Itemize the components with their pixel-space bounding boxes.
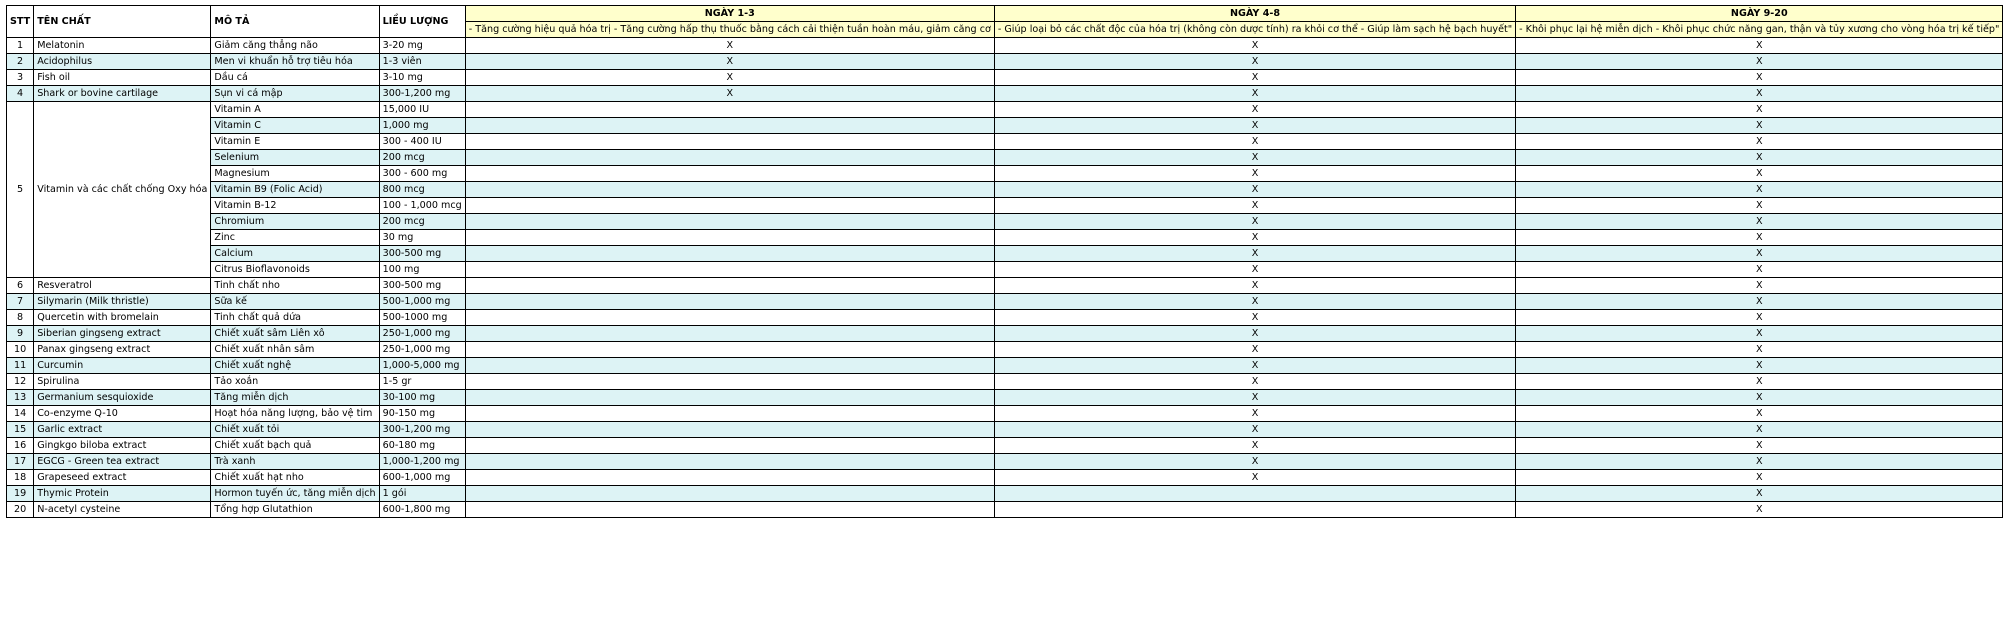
row-stt[interactable]: 9 [7,326,34,342]
row-description[interactable]: Hormon tuyến ức, tăng miễn dịch [211,486,379,502]
row-description[interactable]: Giảm căng thẳng não [211,38,379,54]
table-row[interactable] [7,70,2003,86]
row-description[interactable]: Vitamin E [211,134,379,150]
table-row[interactable] [7,278,2003,294]
row-day-1-3-mark[interactable] [465,118,994,134]
row-dose[interactable]: 250-1,000 mg [379,342,465,358]
row-stt[interactable]: 1 [7,38,34,54]
row-name[interactable]: Melatonin [34,38,211,54]
row-description[interactable]: Sụn vi cá mập [211,86,379,102]
row-dose[interactable]: 500-1,000 mg [379,294,465,310]
row-day-9-20-mark[interactable]: X [1516,294,2003,310]
row-stt[interactable]: 12 [7,374,34,390]
header-dose[interactable]: LIỀU LƯỢNG [379,6,465,38]
row-day-4-8-mark[interactable] [994,502,1515,518]
row-dose[interactable]: 30-100 mg [379,390,465,406]
row-day-4-8-mark[interactable]: X [994,374,1515,390]
table-row[interactable] [7,214,2003,230]
row-dose[interactable]: 300 - 400 IU [379,134,465,150]
row-day-9-20-mark[interactable]: X [1516,326,2003,342]
row-day-1-3-mark[interactable] [465,470,994,486]
row-description[interactable]: Calcium [211,246,379,262]
row-description[interactable]: Zinc [211,230,379,246]
table-row[interactable] [7,422,2003,438]
row-day-4-8-mark[interactable]: X [994,262,1515,278]
table-row[interactable] [7,262,2003,278]
row-description[interactable]: Tảo xoắn [211,374,379,390]
table-row[interactable] [7,374,2003,390]
row-dose[interactable]: 500-1000 mg [379,310,465,326]
row-day-4-8-mark[interactable]: X [994,406,1515,422]
table-row[interactable] [7,310,2003,326]
day-1-3-description: - Tăng cường hiệu quả hóa trị - Tăng cường hấp thụ thuốc bằng cách cải thiện tuần hoàn máu, giảm căng cơ [465,22,994,38]
row-stt[interactable]: 3 [7,70,34,86]
row-dose[interactable]: 300-1,200 mg [379,86,465,102]
row-day-1-3-mark[interactable] [465,150,994,166]
day-4-8-description: - Giúp loại bỏ các chất độc của hóa trị (không còn dược tính) ra khỏi cơ thể - Giúp làm sạch hệ bạch huyết" [994,22,1515,38]
row-description[interactable]: Sữa kế [211,294,379,310]
row-description[interactable]: Tổng hợp Glutathion [211,502,379,518]
row-day-1-3-mark[interactable] [465,134,994,150]
row-description[interactable]: Dầu cá [211,70,379,86]
row-day-4-8-mark[interactable]: X [994,454,1515,470]
header-name[interactable]: TÊN CHẤT [34,6,211,38]
row-description[interactable]: Chiết xuất nhân sâm [211,342,379,358]
row-dose[interactable]: 300 - 600 mg [379,166,465,182]
row-name[interactable]: Germanium sesquioxide [34,390,211,406]
table-row[interactable] [7,454,2003,470]
row-day-1-3-mark[interactable]: X [465,38,994,54]
row-description[interactable]: Vitamin A [211,102,379,118]
row-day-4-8-mark[interactable]: X [994,246,1515,262]
table-row[interactable] [7,166,2003,182]
row-day-1-3-mark[interactable] [465,438,994,454]
row-description[interactable]: Chiết xuất hạt nho [211,470,379,486]
row-day-9-20-mark[interactable]: X [1516,422,2003,438]
row-day-9-20-mark[interactable]: X [1516,486,2003,502]
row-dose[interactable]: 800 mcg [379,182,465,198]
row-description[interactable]: Vitamin B9 (Folic Acid) [211,182,379,198]
row-day-1-3-mark[interactable] [465,374,994,390]
row-day-1-3-mark[interactable] [465,310,994,326]
row-stt[interactable]: 8 [7,310,34,326]
row-day-4-8-mark[interactable]: X [994,70,1515,86]
row-name[interactable]: Quercetin with bromelain [34,310,211,326]
row-day-9-20-mark[interactable]: X [1516,438,2003,454]
row-stt[interactable]: 7 [7,294,34,310]
row-day-4-8-mark[interactable]: X [994,358,1515,374]
row-dose[interactable]: 90-150 mg [379,406,465,422]
row-dose[interactable]: 30 mg [379,230,465,246]
table-row[interactable] [7,294,2003,310]
table-body [7,38,2003,518]
row-day-4-8-mark[interactable]: X [994,278,1515,294]
row-day-4-8-mark[interactable]: X [994,230,1515,246]
row-dose[interactable]: 60-180 mg [379,438,465,454]
row-day-9-20-mark[interactable]: X [1516,390,2003,406]
row-day-9-20-mark[interactable]: X [1516,454,2003,470]
table-row[interactable] [7,230,2003,246]
row-description[interactable]: Vitamin B-12 [211,198,379,214]
table-row[interactable] [7,502,2003,518]
row-day-9-20-mark[interactable]: X [1516,502,2003,518]
table-row[interactable] [7,102,2003,118]
row-stt[interactable]: 10 [7,342,34,358]
row-name[interactable]: Gingkgo biloba extract [34,438,211,454]
row-day-1-3-mark[interactable] [465,486,994,502]
row-day-9-20-mark[interactable]: X [1516,470,2003,486]
table-row[interactable] [7,182,2003,198]
row-stt[interactable]: 4 [7,86,34,102]
row-day-1-3-mark[interactable] [465,198,994,214]
table-row[interactable] [7,486,2003,502]
row-day-1-3-mark[interactable] [465,294,994,310]
row-dose[interactable]: 300-1,200 mg [379,422,465,438]
row-name[interactable]: Grapeseed extract [34,470,211,486]
row-stt[interactable]: 6 [7,278,34,294]
row-dose[interactable]: 600-1,800 mg [379,502,465,518]
row-day-9-20-mark[interactable]: X [1516,214,2003,230]
row-name[interactable]: Garlic extract [34,422,211,438]
row-name[interactable]: Thymic Protein [34,486,211,502]
row-description[interactable]: Hoạt hóa năng lượng, bảo vệ tim [211,406,379,422]
row-day-4-8-mark[interactable]: X [994,294,1515,310]
row-stt[interactable]: 18 [7,470,34,486]
row-stt[interactable]: 15 [7,422,34,438]
row-description[interactable]: Tinh chất quả dứa [211,310,379,326]
row-day-1-3-mark[interactable] [465,390,994,406]
row-description[interactable]: Magnesium [211,166,379,182]
header-day-4-8[interactable]: NGÀY 4-8 [994,6,1515,22]
row-day-4-8-mark[interactable]: X [994,470,1515,486]
row-name[interactable]: Vitamin và các chất chống Oxy hóa [34,102,211,278]
row-day-4-8-mark[interactable] [994,486,1515,502]
table-row[interactable] [7,150,2003,166]
row-stt[interactable]: 14 [7,406,34,422]
table-row[interactable] [7,246,2003,262]
row-dose[interactable]: 100 - 1,000 mcg [379,198,465,214]
row-day-9-20-mark[interactable]: X [1516,310,2003,326]
row-day-1-3-mark[interactable]: X [465,86,994,102]
table-row[interactable] [7,326,2003,342]
row-dose[interactable]: 600-1,000 mg [379,470,465,486]
row-dose[interactable]: 100 mg [379,262,465,278]
row-day-4-8-mark[interactable]: X [994,38,1515,54]
row-day-4-8-mark[interactable]: X [994,166,1515,182]
row-day-9-20-mark[interactable]: X [1516,358,2003,374]
row-day-4-8-mark[interactable]: X [994,86,1515,102]
row-dose[interactable]: 1,000-1,200 mg [379,454,465,470]
table-row[interactable] [7,38,2003,54]
row-day-1-3-mark[interactable] [465,326,994,342]
row-stt[interactable]: 13 [7,390,34,406]
row-day-4-8-mark[interactable]: X [994,326,1515,342]
row-day-1-3-mark[interactable] [465,342,994,358]
table-row[interactable] [7,390,2003,406]
row-stt[interactable]: 11 [7,358,34,374]
row-day-9-20-mark[interactable]: X [1516,38,2003,54]
row-day-4-8-mark[interactable]: X [994,102,1515,118]
row-day-1-3-mark[interactable]: X [465,70,994,86]
row-day-4-8-mark[interactable]: X [994,310,1515,326]
table-row[interactable] [7,470,2003,486]
row-day-9-20-mark[interactable]: X [1516,262,2003,278]
row-description[interactable]: Chromium [211,214,379,230]
row-day-9-20-mark[interactable]: X [1516,278,2003,294]
row-day-4-8-mark[interactable]: X [994,54,1515,70]
row-stt[interactable]: 2 [7,54,34,70]
row-description[interactable]: Tăng miễn dịch [211,390,379,406]
row-dose[interactable]: 3-10 mg [379,70,465,86]
row-day-9-20-mark[interactable]: X [1516,182,2003,198]
row-name[interactable]: Fish oil [34,70,211,86]
row-day-9-20-mark[interactable]: X [1516,54,2003,70]
row-day-1-3-mark[interactable] [465,102,994,118]
row-day-1-3-mark[interactable] [465,166,994,182]
row-description[interactable]: Citrus Bioflavonoids [211,262,379,278]
table-row[interactable] [7,406,2003,422]
table-row[interactable] [7,118,2003,134]
row-day-9-20-mark[interactable]: X [1516,118,2003,134]
row-day-1-3-mark[interactable] [465,422,994,438]
row-description[interactable]: Selenium [211,150,379,166]
table-row[interactable] [7,358,2003,374]
table-row[interactable] [7,54,2003,70]
row-day-4-8-mark[interactable]: X [994,118,1515,134]
day-9-20-description: - Khôi phục lại hệ miễn dịch - Khôi phục chức năng gan, thận và tủy xương cho vòng hóa trị kế tiếp" [1516,22,2003,38]
row-name[interactable]: Acidophilus [34,54,211,70]
table-row[interactable] [7,134,2003,150]
row-dose[interactable]: 300-500 mg [379,278,465,294]
row-day-4-8-mark[interactable]: X [994,198,1515,214]
row-day-1-3-mark[interactable] [465,502,994,518]
row-name[interactable]: Siberian gingseng extract [34,326,211,342]
row-description[interactable]: Men vi khuẩn hỗ trợ tiêu hóa [211,54,379,70]
row-name[interactable]: Co-enzyme Q-10 [34,406,211,422]
row-stt[interactable]: 19 [7,486,34,502]
row-day-4-8-mark[interactable]: X [994,438,1515,454]
row-dose[interactable]: 200 mcg [379,150,465,166]
row-day-4-8-mark[interactable]: X [994,134,1515,150]
row-description[interactable]: Vitamin C [211,118,379,134]
table-row[interactable] [7,342,2003,358]
row-description[interactable]: Trà xanh [211,454,379,470]
row-stt[interactable]: 5 [7,102,34,278]
row-dose[interactable]: 1,000-5,000 mg [379,358,465,374]
row-day-9-20-mark[interactable]: X [1516,134,2003,150]
table-row[interactable] [7,198,2003,214]
row-name[interactable]: Curcumin [34,358,211,374]
row-day-4-8-mark[interactable]: X [994,390,1515,406]
row-name[interactable]: Panax gingseng extract [34,342,211,358]
header-day-9-20[interactable]: NGÀY 9-20 [1516,6,2003,22]
row-day-1-3-mark[interactable] [465,358,994,374]
row-stt[interactable]: 17 [7,454,34,470]
row-day-1-3-mark[interactable]: X [465,54,994,70]
row-name[interactable]: Spirulina [34,374,211,390]
row-dose[interactable]: 1-5 gr [379,374,465,390]
row-stt[interactable]: 20 [7,502,34,518]
row-dose[interactable]: 200 mcg [379,214,465,230]
header-description[interactable]: MÔ TẢ [211,6,379,38]
row-dose[interactable]: 1-3 viên [379,54,465,70]
table-row[interactable] [7,438,2003,454]
row-name[interactable]: Resveratrol [34,278,211,294]
row-description[interactable]: Chiết xuất nghệ [211,358,379,374]
row-day-9-20-mark[interactable]: X [1516,166,2003,182]
row-description[interactable]: Chiết xuất sâm Liên xô [211,326,379,342]
row-dose[interactable]: 300-500 mg [379,246,465,262]
row-name[interactable]: Shark or bovine cartilage [34,86,211,102]
row-description[interactable]: Chiết xuất bạch quả [211,438,379,454]
table-row[interactable] [7,86,2003,102]
header-day-1-3[interactable]: NGÀY 1-3 [465,6,994,22]
row-dose[interactable]: 250-1,000 mg [379,326,465,342]
row-description[interactable]: Chiết xuất tỏi [211,422,379,438]
row-day-1-3-mark[interactable] [465,230,994,246]
row-name[interactable]: N-acetyl cysteine [34,502,211,518]
row-day-1-3-mark[interactable] [465,182,994,198]
row-day-1-3-mark[interactable] [465,214,994,230]
row-dose[interactable]: 1 gói [379,486,465,502]
row-description[interactable]: Tinh chất nho [211,278,379,294]
row-day-9-20-mark[interactable]: X [1516,198,2003,214]
row-day-9-20-mark[interactable]: X [1516,70,2003,86]
row-day-9-20-mark[interactable]: X [1516,406,2003,422]
row-day-1-3-mark[interactable] [465,246,994,262]
row-day-9-20-mark[interactable]: X [1516,102,2003,118]
row-day-9-20-mark[interactable]: X [1516,150,2003,166]
row-day-9-20-mark[interactable]: X [1516,374,2003,390]
row-day-4-8-mark[interactable]: X [994,150,1515,166]
row-day-4-8-mark[interactable]: X [994,422,1515,438]
row-name[interactable]: EGCG - Green tea extract [34,454,211,470]
row-day-9-20-mark[interactable]: X [1516,342,2003,358]
row-dose[interactable]: 3-20 mg [379,38,465,54]
row-day-1-3-mark[interactable] [465,262,994,278]
row-day-9-20-mark[interactable]: X [1516,246,2003,262]
row-day-9-20-mark[interactable]: X [1516,230,2003,246]
row-day-1-3-mark[interactable] [465,406,994,422]
header-stt[interactable]: STT [7,6,34,38]
supplement-schedule-table [6,5,2003,518]
row-day-1-3-mark[interactable] [465,454,994,470]
row-day-4-8-mark[interactable]: X [994,342,1515,358]
row-name[interactable]: Silymarin (Milk thristle) [34,294,211,310]
row-day-4-8-mark[interactable]: X [994,214,1515,230]
row-day-9-20-mark[interactable]: X [1516,86,2003,102]
row-dose[interactable]: 15,000 IU [379,102,465,118]
row-day-4-8-mark[interactable]: X [994,182,1515,198]
row-day-1-3-mark[interactable] [465,278,994,294]
row-dose[interactable]: 1,000 mg [379,118,465,134]
row-stt[interactable]: 16 [7,438,34,454]
